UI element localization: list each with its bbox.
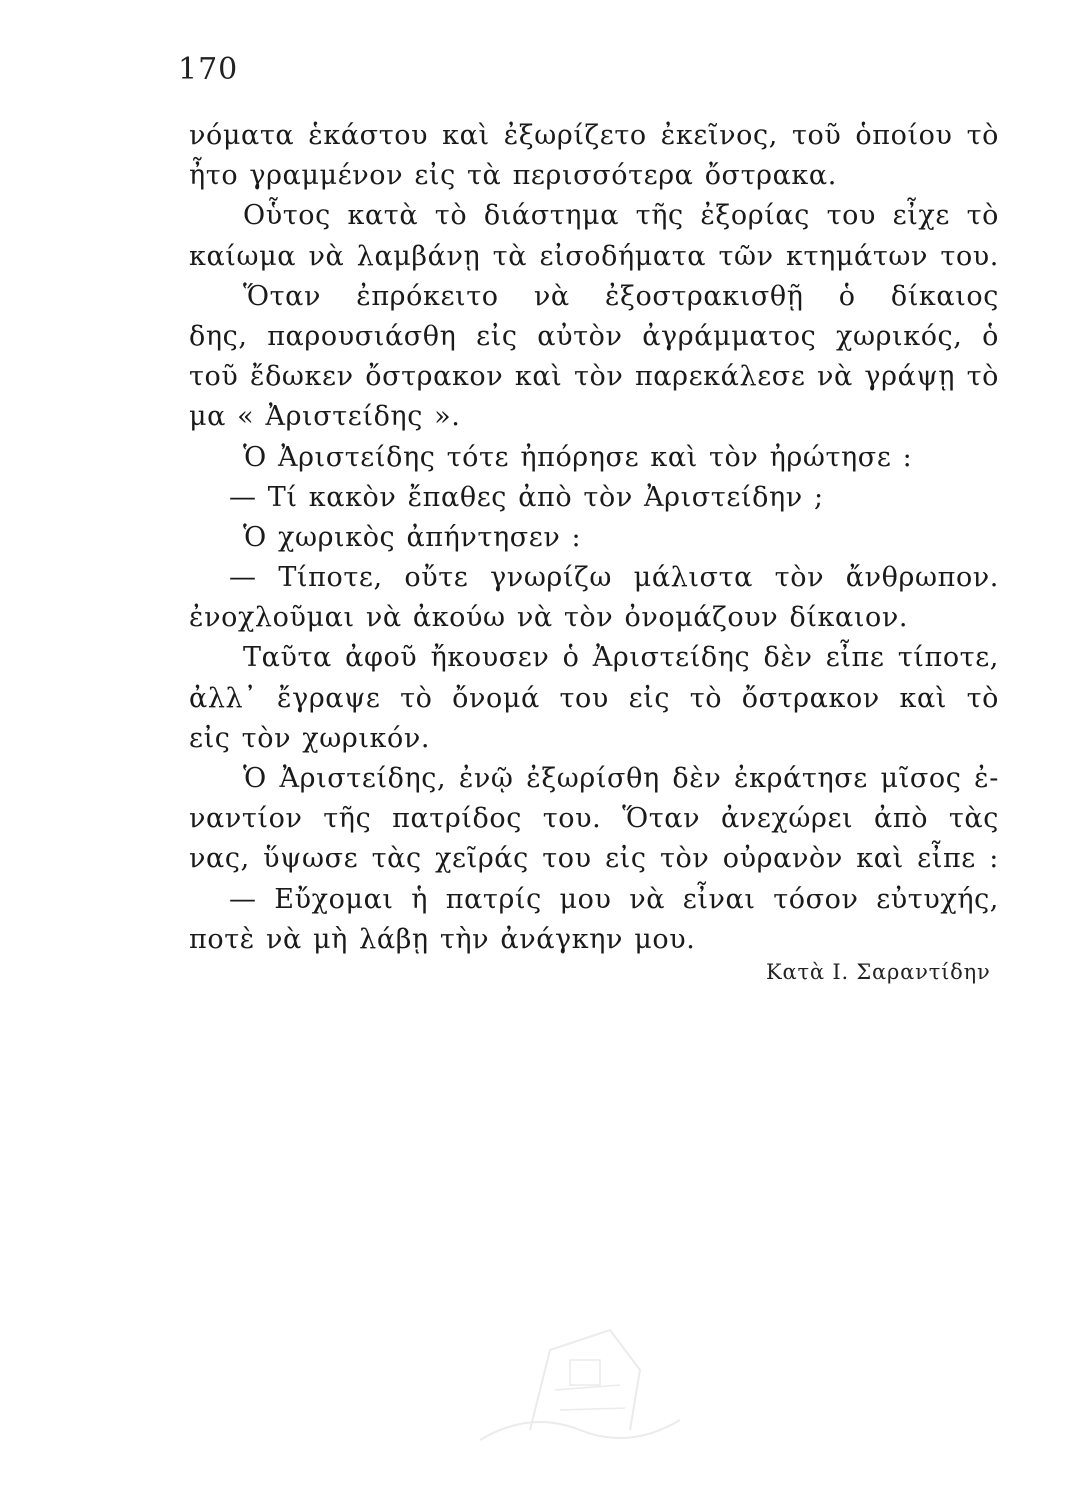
text-line: δης, παρουσιάσθη εἰς αὐτὸν ἀγράμματος χωρικός, ὁ (189, 320, 999, 352)
text-line: Ὅταν ἐπρόκειτο νὰ ἐξοστρακισθῇ ὁ δίκαιος (243, 280, 999, 312)
text-line: — Εὔχομαι ἡ πατρίς μου νὰ εἶναι τόσον εὐτυχής, (229, 883, 999, 915)
text-line: Οὗτος κατὰ τὸ διάστημα τῆς ἐξορίας του εἶχε τὸ (243, 200, 999, 232)
faded-illustration (470, 1290, 690, 1450)
text-line: ἦτο γραμμένον εἰς τὰ περισσότερα ὄστρακα. (189, 160, 837, 192)
text-line: — Τίποτε, οὔτε γνωρίζω μάλιστα τὸν ἄνθρωπον. (229, 562, 999, 594)
text-line: Ὁ χωρικὸς ἀπήντησεν : (243, 521, 582, 553)
text-line: μα « Ἀριστείδης ». (189, 401, 461, 433)
page-number: 170 (178, 52, 239, 87)
author-attribution: Κατὰ Ι. Σαραντίδην (766, 960, 991, 984)
text-line: ἀλλ᾿ ἔγραψε τὸ ὄνομά του εἰς τὸ ὄστρακον καὶ τὸ (189, 682, 999, 714)
text-line: Ὁ Ἀριστείδης, ἐνῷ ἐξωρίσθη δὲν ἐκράτησε μῖσος ἐ- (243, 763, 999, 794)
text-line: νόματα ἑκάστου καὶ ἐξωρίζετο ἐκεῖνος, τοῦ ὁποίου τὸ (189, 120, 999, 151)
text-line: ποτὲ νὰ μὴ λάβῃ τὴν ἀνάγκην μου. (189, 923, 696, 955)
text-line: καίωμα νὰ λαμβάνῃ τὰ εἰσοδήματα τῶν κτημάτων του. (189, 240, 999, 272)
text-line: ἐνοχλοῦμαι νὰ ἀκούω νὰ τὸν ὀνομάζουν δίκαιον. (189, 602, 909, 634)
text-line: — Τί κακὸν ἔπαθες ἀπὸ τὸν Ἀριστείδην ; (229, 481, 824, 513)
text-line: τοῦ ἔδωκεν ὄστρακον καὶ τὸν παρεκάλεσε νὰ γράψῃ τὸ (189, 361, 999, 393)
text-line: εἰς τὸν χωρικόν. (189, 722, 431, 754)
text-line: νας, ὕψωσε τὰς χεῖράς του εἰς τὸν οὐρανὸν καὶ εἶπε : (189, 843, 999, 875)
text-line: Ταῦτα ἀφοῦ ἤκουσεν ὁ Ἀριστείδης δὲν εἶπε τίποτε, (243, 642, 999, 674)
body-text (189, 116, 999, 960)
text-line: Ὁ Ἀριστείδης τότε ἠπόρησε καὶ τὸν ἠρώτησε : (243, 441, 913, 473)
text-line: ναντίον τῆς πατρίδος του. Ὅταν ἀνεχώρει ἀπὸ τὰς (189, 803, 999, 835)
